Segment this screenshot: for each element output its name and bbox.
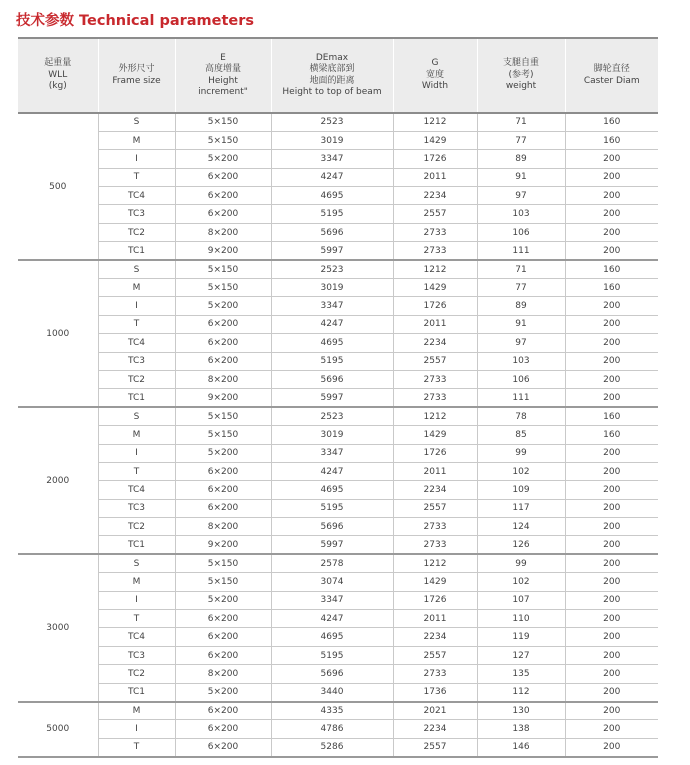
- height-cell: 5997: [271, 242, 393, 260]
- height-cell: 5195: [271, 205, 393, 223]
- height-increment-cell: 5×200: [175, 297, 271, 315]
- table-row: [18, 628, 658, 646]
- weight-cell: 91: [477, 315, 565, 333]
- table-header: [18, 38, 658, 113]
- frame-size-cell: S: [98, 554, 175, 572]
- weight-cell: 77: [477, 279, 565, 297]
- weight-cell: 126: [477, 536, 565, 554]
- height-cell: 2523: [271, 113, 393, 131]
- height-cell: 4247: [271, 315, 393, 333]
- wll-cell: 5000: [18, 702, 98, 757]
- weight-cell: 77: [477, 131, 565, 149]
- table-row: [18, 113, 658, 131]
- width-cell: 1212: [393, 113, 477, 131]
- height-cell: 5696: [271, 518, 393, 536]
- caster-diam-cell: 200: [565, 573, 658, 591]
- frame-size-cell: I: [98, 150, 175, 168]
- weight-cell: 112: [477, 683, 565, 701]
- weight-cell: 89: [477, 150, 565, 168]
- table-row: [18, 315, 658, 333]
- height-increment-cell: 6×200: [175, 628, 271, 646]
- frame-size-cell: S: [98, 113, 175, 131]
- table-row: [18, 389, 658, 407]
- caster-diam-cell: 160: [565, 407, 658, 425]
- table-row: [18, 370, 658, 388]
- frame-size-cell: S: [98, 260, 175, 278]
- table-row: [18, 131, 658, 149]
- width-cell: 1736: [393, 683, 477, 701]
- caster-diam-cell: 200: [565, 591, 658, 609]
- height-increment-cell: 6×200: [175, 499, 271, 517]
- height-cell: 2578: [271, 554, 393, 572]
- height-increment-cell: 6×200: [175, 481, 271, 499]
- weight-cell: 103: [477, 352, 565, 370]
- column-header-line: (kg): [48, 81, 67, 92]
- weight-cell: 138: [477, 720, 565, 738]
- height-increment-cell: 5×200: [175, 591, 271, 609]
- width-cell: 2733: [393, 242, 477, 260]
- height-cell: 3440: [271, 683, 393, 701]
- caster-diam-cell: 200: [565, 610, 658, 628]
- column-header-line: 高度增量: [204, 64, 241, 74]
- table-row: [18, 334, 658, 352]
- weight-cell: 99: [477, 444, 565, 462]
- caster-diam-cell: 200: [565, 536, 658, 554]
- width-cell: 2234: [393, 334, 477, 352]
- weight-cell: 110: [477, 610, 565, 628]
- table-row: [18, 683, 658, 701]
- caster-diam-cell: 200: [565, 334, 658, 352]
- frame-size-cell: M: [98, 426, 175, 444]
- weight-cell: 127: [477, 646, 565, 664]
- caster-diam-cell: 160: [565, 113, 658, 131]
- height-increment-cell: 5×150: [175, 131, 271, 149]
- caster-diam-cell: 160: [565, 131, 658, 149]
- height-cell: 5997: [271, 536, 393, 554]
- height-increment-cell: 6×200: [175, 462, 271, 480]
- table-row: [18, 187, 658, 205]
- caster-diam-cell: 200: [565, 554, 658, 572]
- height-cell: 4786: [271, 720, 393, 738]
- caster-diam-cell: 200: [565, 150, 658, 168]
- height-increment-cell: 6×200: [175, 315, 271, 333]
- weight-cell: 111: [477, 242, 565, 260]
- weight-cell: 71: [477, 113, 565, 131]
- width-cell: 1726: [393, 591, 477, 609]
- frame-size-cell: T: [98, 610, 175, 628]
- width-cell: 2011: [393, 610, 477, 628]
- width-cell: 1726: [393, 297, 477, 315]
- width-cell: 2557: [393, 499, 477, 517]
- caster-diam-cell: 200: [565, 702, 658, 720]
- column-header-line: (参考): [508, 69, 534, 80]
- height-increment-cell: 5×150: [175, 407, 271, 425]
- height-cell: 4695: [271, 187, 393, 205]
- weight-cell: 102: [477, 462, 565, 480]
- height-increment-cell: 5×150: [175, 113, 271, 131]
- width-cell: 2021: [393, 702, 477, 720]
- table-row: [18, 720, 658, 738]
- caster-diam-cell: 200: [565, 352, 658, 370]
- page-title: 技术参数 Technical parameters: [16, 13, 255, 29]
- height-cell: 4695: [271, 628, 393, 646]
- weight-cell: 135: [477, 665, 565, 683]
- height-increment-cell: 6×200: [175, 334, 271, 352]
- height-increment-cell: 6×200: [175, 352, 271, 370]
- width-cell: 2557: [393, 738, 477, 756]
- column-header-line: Frame size: [112, 75, 161, 86]
- technical-parameters-table: [18, 37, 658, 758]
- width-cell: 1212: [393, 407, 477, 425]
- frame-size-cell: TC2: [98, 518, 175, 536]
- height-increment-cell: 6×200: [175, 610, 271, 628]
- height-increment-cell: 6×200: [175, 702, 271, 720]
- frame-size-cell: TC3: [98, 646, 175, 664]
- height-increment-cell: 9×200: [175, 242, 271, 260]
- table-row: [18, 223, 658, 241]
- frame-size-cell: M: [98, 702, 175, 720]
- column-header-line: 宽度: [425, 69, 444, 80]
- table-row: [18, 481, 658, 499]
- width-cell: 1429: [393, 279, 477, 297]
- column-header-line: increment": [198, 87, 248, 97]
- height-cell: 4247: [271, 168, 393, 186]
- weight-cell: 97: [477, 334, 565, 352]
- frame-size-cell: M: [98, 573, 175, 591]
- height-increment-cell: 8×200: [175, 665, 271, 683]
- weight-cell: 106: [477, 223, 565, 241]
- height-increment-cell: 5×150: [175, 260, 271, 278]
- height-increment-cell: 5×200: [175, 683, 271, 701]
- height-cell: 5696: [271, 223, 393, 241]
- height-increment-cell: 8×200: [175, 223, 271, 241]
- width-cell: 2557: [393, 352, 477, 370]
- frame-size-cell: TC4: [98, 481, 175, 499]
- column-header-line: weight: [505, 81, 537, 92]
- table-row: [18, 297, 658, 315]
- column-header-line: Height to top of beam: [282, 87, 382, 97]
- frame-size-cell: I: [98, 720, 175, 738]
- column-header-line: 起重量: [44, 58, 72, 69]
- caster-diam-cell: 200: [565, 481, 658, 499]
- height-cell: 4335: [271, 702, 393, 720]
- column-header-height-increment: [175, 38, 271, 113]
- weight-cell: 102: [477, 573, 565, 591]
- table-row: [18, 260, 658, 278]
- weight-cell: 119: [477, 628, 565, 646]
- table-row: [18, 738, 658, 756]
- width-cell: 2011: [393, 462, 477, 480]
- caster-diam-cell: 200: [565, 297, 658, 315]
- weight-cell: 111: [477, 389, 565, 407]
- weight-cell: 117: [477, 499, 565, 517]
- table-row: [18, 205, 658, 223]
- column-header-line: DEmax: [315, 52, 349, 63]
- weight-cell: 109: [477, 481, 565, 499]
- height-cell: 3019: [271, 279, 393, 297]
- width-cell: 1429: [393, 573, 477, 591]
- caster-diam-cell: 160: [565, 426, 658, 444]
- table-row: [18, 646, 658, 664]
- weight-cell: 78: [477, 407, 565, 425]
- table-row: [18, 150, 658, 168]
- height-cell: 4247: [271, 610, 393, 628]
- caster-diam-cell: 200: [565, 223, 658, 241]
- frame-size-cell: S: [98, 407, 175, 425]
- frame-size-cell: TC2: [98, 370, 175, 388]
- column-header-line: Width: [421, 81, 449, 92]
- frame-size-cell: TC4: [98, 334, 175, 352]
- height-cell: 5195: [271, 499, 393, 517]
- width-cell: 2733: [393, 389, 477, 407]
- caster-diam-cell: 200: [565, 665, 658, 683]
- height-increment-cell: 6×200: [175, 205, 271, 223]
- width-cell: 2234: [393, 720, 477, 738]
- frame-size-cell: TC2: [98, 665, 175, 683]
- column-header-line: Height: [208, 75, 238, 86]
- width-cell: 1726: [393, 444, 477, 462]
- height-cell: 5286: [271, 738, 393, 756]
- width-cell: 1429: [393, 426, 477, 444]
- caster-diam-cell: 200: [565, 205, 658, 223]
- caster-diam-cell: 200: [565, 499, 658, 517]
- frame-size-cell: TC1: [98, 242, 175, 260]
- column-header-width: [393, 38, 477, 113]
- caster-diam-cell: 200: [565, 370, 658, 388]
- table-row: [18, 242, 658, 260]
- column-header-line: 横梁底部到: [309, 64, 355, 74]
- width-cell: 1212: [393, 554, 477, 572]
- height-cell: 3019: [271, 426, 393, 444]
- caster-diam-cell: 200: [565, 518, 658, 536]
- height-cell: 3019: [271, 131, 393, 149]
- weight-cell: 107: [477, 591, 565, 609]
- caster-diam-cell: 200: [565, 683, 658, 701]
- weight-cell: 91: [477, 168, 565, 186]
- frame-size-cell: TC3: [98, 352, 175, 370]
- table-row: [18, 702, 658, 720]
- width-cell: 2733: [393, 518, 477, 536]
- height-increment-cell: 5×150: [175, 279, 271, 297]
- width-cell: 2733: [393, 665, 477, 683]
- height-cell: 2523: [271, 260, 393, 278]
- caster-diam-cell: 200: [565, 628, 658, 646]
- height-cell: 4695: [271, 481, 393, 499]
- height-increment-cell: 5×200: [175, 444, 271, 462]
- frame-size-cell: I: [98, 591, 175, 609]
- caster-diam-cell: 200: [565, 646, 658, 664]
- width-cell: 2234: [393, 187, 477, 205]
- wll-cell: 500: [18, 113, 98, 260]
- table-row: [18, 462, 658, 480]
- caster-diam-cell: 160: [565, 260, 658, 278]
- caster-diam-cell: 200: [565, 242, 658, 260]
- frame-size-cell: T: [98, 462, 175, 480]
- height-increment-cell: 6×200: [175, 738, 271, 756]
- column-header-line: Caster Diam: [583, 75, 640, 86]
- height-increment-cell: 6×200: [175, 187, 271, 205]
- frame-size-cell: I: [98, 444, 175, 462]
- table-row: [18, 279, 658, 297]
- height-increment-cell: 8×200: [175, 518, 271, 536]
- height-cell: 3347: [271, 150, 393, 168]
- frame-size-cell: T: [98, 738, 175, 756]
- frame-size-cell: M: [98, 279, 175, 297]
- table-row: [18, 518, 658, 536]
- frame-size-cell: TC2: [98, 223, 175, 241]
- height-cell: 5195: [271, 352, 393, 370]
- height-increment-cell: 9×200: [175, 536, 271, 554]
- width-cell: 1212: [393, 260, 477, 278]
- column-header-line: WLL: [48, 69, 68, 80]
- frame-size-cell: TC1: [98, 536, 175, 554]
- column-header-line: 脚轮直径: [593, 64, 630, 74]
- height-cell: 3347: [271, 444, 393, 462]
- wll-cell: 2000: [18, 407, 98, 554]
- width-cell: 2234: [393, 628, 477, 646]
- table-row: [18, 536, 658, 554]
- frame-size-cell: TC3: [98, 499, 175, 517]
- height-increment-cell: 5×150: [175, 554, 271, 572]
- column-header-height-to-top-of-beam: [271, 38, 393, 113]
- height-cell: 3347: [271, 591, 393, 609]
- frame-size-cell: M: [98, 131, 175, 149]
- caster-diam-cell: 200: [565, 187, 658, 205]
- width-cell: 2234: [393, 481, 477, 499]
- frame-size-cell: TC4: [98, 187, 175, 205]
- height-cell: 5195: [271, 646, 393, 664]
- table-row: [18, 665, 658, 683]
- caster-diam-cell: 200: [565, 444, 658, 462]
- width-cell: 2557: [393, 646, 477, 664]
- column-header-weight: [477, 38, 565, 113]
- height-cell: 5997: [271, 389, 393, 407]
- column-header-line: E: [220, 52, 226, 63]
- table-row: [18, 352, 658, 370]
- frame-size-cell: I: [98, 297, 175, 315]
- height-cell: 3347: [271, 297, 393, 315]
- height-increment-cell: 5×150: [175, 426, 271, 444]
- frame-size-cell: TC3: [98, 205, 175, 223]
- caster-diam-cell: 200: [565, 738, 658, 756]
- width-cell: 2733: [393, 370, 477, 388]
- table-row: [18, 426, 658, 444]
- height-increment-cell: 9×200: [175, 389, 271, 407]
- width-cell: 2733: [393, 536, 477, 554]
- weight-cell: 106: [477, 370, 565, 388]
- column-header-line: 外形尺寸: [118, 64, 155, 74]
- column-header-caster-diam: [565, 38, 658, 113]
- frame-size-cell: T: [98, 315, 175, 333]
- width-cell: 2557: [393, 205, 477, 223]
- weight-cell: 85: [477, 426, 565, 444]
- height-cell: 5696: [271, 665, 393, 683]
- column-header-line: G: [431, 58, 439, 69]
- table-row: [18, 573, 658, 591]
- height-increment-cell: 6×200: [175, 646, 271, 664]
- width-cell: 2733: [393, 223, 477, 241]
- weight-cell: 99: [477, 554, 565, 572]
- height-cell: 2523: [271, 407, 393, 425]
- wll-cell: 3000: [18, 554, 98, 701]
- height-cell: 4247: [271, 462, 393, 480]
- caster-diam-cell: 160: [565, 279, 658, 297]
- weight-cell: 130: [477, 702, 565, 720]
- wll-cell: 1000: [18, 260, 98, 407]
- weight-cell: 146: [477, 738, 565, 756]
- frame-size-cell: TC1: [98, 683, 175, 701]
- width-cell: 1726: [393, 150, 477, 168]
- table-row: [18, 591, 658, 609]
- caster-diam-cell: 200: [565, 462, 658, 480]
- weight-cell: 124: [477, 518, 565, 536]
- weight-cell: 89: [477, 297, 565, 315]
- table-row: [18, 444, 658, 462]
- caster-diam-cell: 200: [565, 168, 658, 186]
- caster-diam-cell: 200: [565, 720, 658, 738]
- weight-cell: 71: [477, 260, 565, 278]
- height-increment-cell: 6×200: [175, 168, 271, 186]
- table-row: [18, 499, 658, 517]
- table-row: [18, 554, 658, 572]
- weight-cell: 103: [477, 205, 565, 223]
- frame-size-cell: TC4: [98, 628, 175, 646]
- width-cell: 2011: [393, 168, 477, 186]
- table-row: [18, 407, 658, 425]
- height-cell: 3074: [271, 573, 393, 591]
- column-header-wll: [18, 38, 98, 113]
- height-increment-cell: 5×150: [175, 573, 271, 591]
- table-row: [18, 610, 658, 628]
- height-increment-cell: 6×200: [175, 720, 271, 738]
- header-row: [18, 38, 658, 113]
- column-header-frame-size: [98, 38, 175, 113]
- height-cell: 4695: [271, 334, 393, 352]
- height-increment-cell: 8×200: [175, 370, 271, 388]
- weight-cell: 97: [477, 187, 565, 205]
- table-body: [18, 113, 658, 757]
- height-increment-cell: 5×200: [175, 150, 271, 168]
- height-cell: 5696: [271, 370, 393, 388]
- column-header-line: 支腿自重: [502, 58, 539, 69]
- width-cell: 2011: [393, 315, 477, 333]
- frame-size-cell: TC1: [98, 389, 175, 407]
- column-header-line: 地面的距离: [309, 75, 355, 86]
- width-cell: 1429: [393, 131, 477, 149]
- table-row: [18, 168, 658, 186]
- caster-diam-cell: 200: [565, 389, 658, 407]
- caster-diam-cell: 200: [565, 315, 658, 333]
- frame-size-cell: T: [98, 168, 175, 186]
